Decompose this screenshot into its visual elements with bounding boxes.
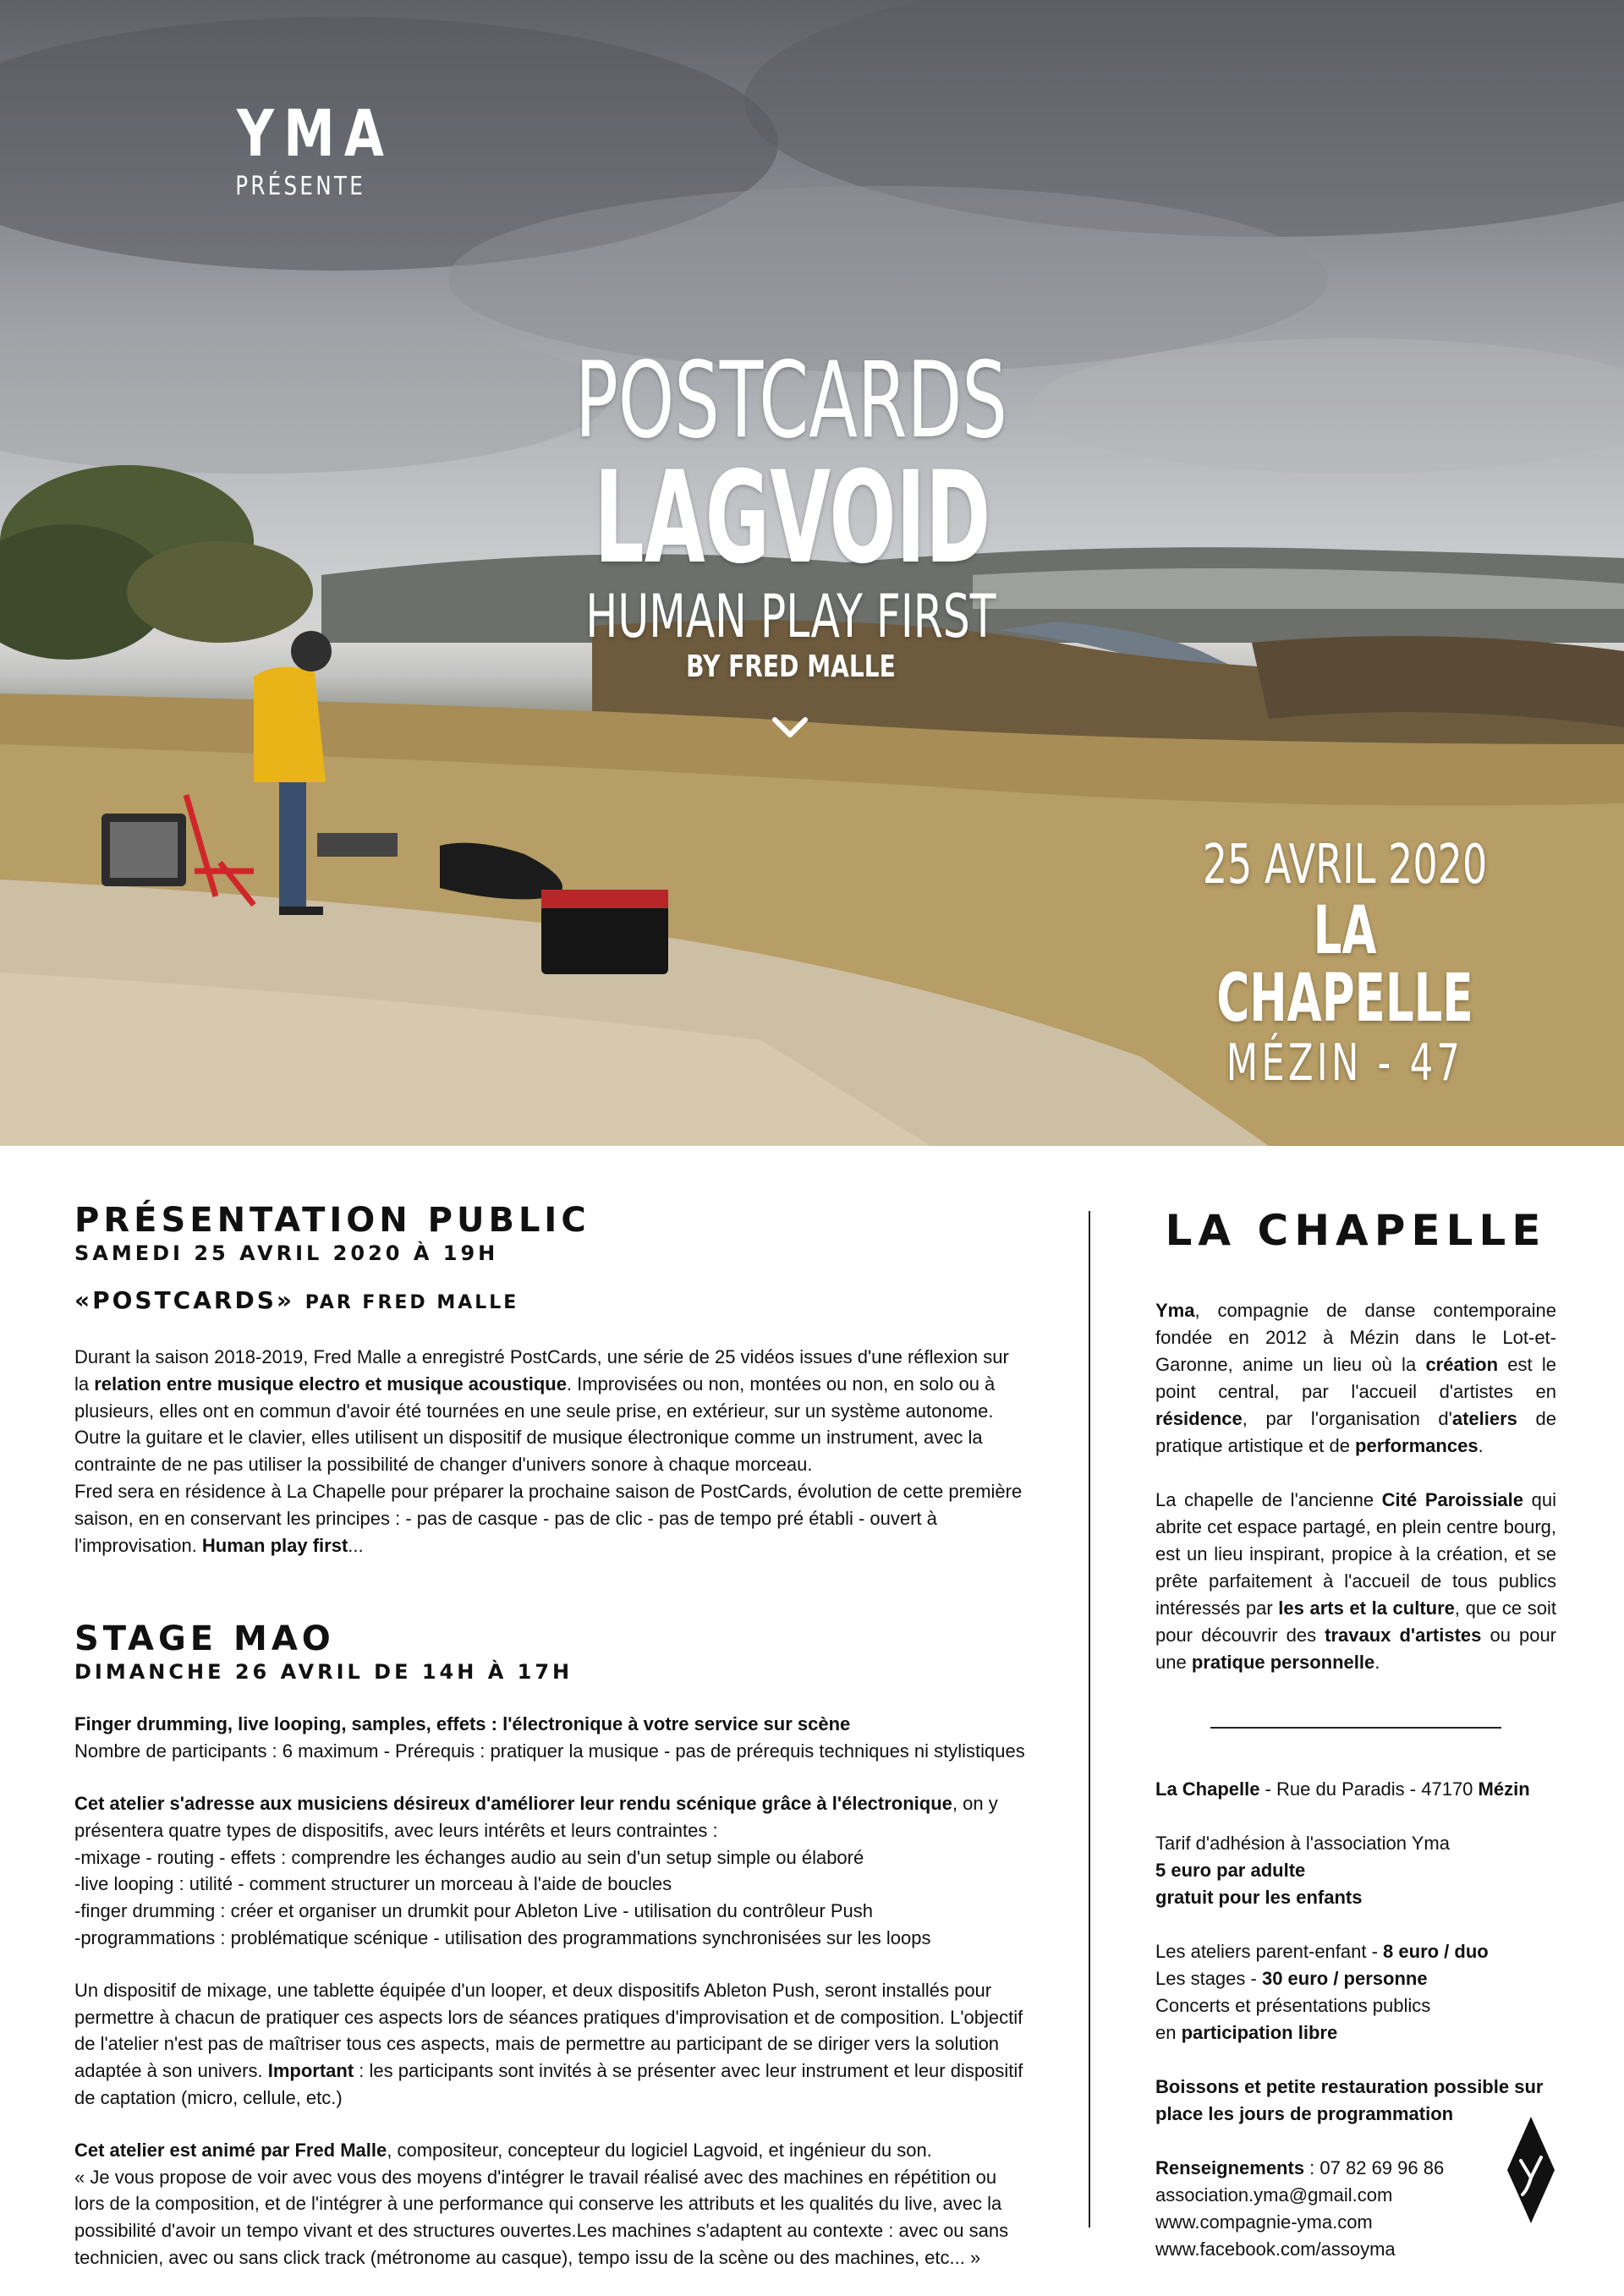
- text-run: , on y présentera quatre types de dispositifs, avec leurs intérêts et leurs contraintes :: [74, 1792, 998, 1841]
- pricing-info: [1155, 1938, 1556, 2047]
- text-run: qui abrite cet espace partagé, en plein centre bourg, est un lieu inspirant, propice à la création, et se prête parfaitement à l'accueil de tous publics intéressés par: [1155, 1489, 1556, 1619]
- text-bold: gratuit pour les enfants: [1155, 1887, 1363, 1908]
- text-bold: Mézin: [1478, 1778, 1530, 1800]
- text-bold: La Chapelle: [1155, 1778, 1260, 1800]
- text-run: ou pour une: [1155, 1625, 1557, 1673]
- text-bold: Renseignements: [1155, 2157, 1305, 2178]
- text-bold: travaux d'artistes: [1325, 1625, 1482, 1646]
- title-postcards: POSTCARDS: [575, 340, 1007, 462]
- text-run: en: [1155, 2022, 1182, 2043]
- text-run: Les stages -: [1155, 1968, 1262, 1989]
- text-bold: pratique personnelle: [1191, 1652, 1375, 1673]
- text-bold: Finger drumming, live looping, samples, effets : l'électronique à votre service sur scène: [74, 1713, 851, 1735]
- list-item: -live looping : utilité - comment structurer un morceau à l'aide de boucles: [74, 1873, 672, 1895]
- website-link[interactable]: www.compagnie-yma.com: [1155, 2211, 1373, 2233]
- text-run: . Improvisées ou non, montées ou non, en solo ou à plusieurs, elles ont en commun d'avoir été tournées en une seule prise, en extérieur, sur un système autonome. Outre la guitare et le clavier, elles utilisent un dispositif de musique électronique comme un instrument, avec la contrainte de ne pas utiliser la possibilité de changer d'univers sonore à chaque morceau.: [74, 1373, 996, 1476]
- facebook-link[interactable]: www.facebook.com/assoyma: [1155, 2238, 1396, 2260]
- text-run: Concerts et présentations publics: [1155, 1995, 1431, 2016]
- left-column: [74, 1201, 1027, 2271]
- stage-animator: [74, 2137, 1027, 2271]
- text-bold: 5 euro par adulte: [1155, 1860, 1306, 1881]
- text-run: , compagnie de danse contemporaine fondée en 2012 à Mézin dans le Lot-et-Garonne, anime un lieu où la: [1155, 1300, 1556, 1375]
- text-run: - Rue du Paradis - 47170: [1259, 1778, 1479, 1800]
- list-item: -mixage - routing - effets : comprendre les échanges audio au sein d'un setup simple ou élaboré: [74, 1846, 864, 1868]
- stage-heading: STAGE MAO: [74, 1619, 335, 1659]
- list-item: -finger drumming : créer et organiser un drumkit pour Ableton Live - utilisation du contrôleur Push: [74, 1900, 874, 1922]
- text-run: de pratique artistique et de: [1155, 1408, 1556, 1456]
- tarif-info: [1155, 1830, 1556, 1911]
- contact-info: [1155, 2155, 1556, 2263]
- text-run: .: [1478, 1435, 1484, 1456]
- text-run: , compositeur, concepteur du logiciel Lagvoid, et ingénieur du son.: [387, 2139, 932, 2161]
- presentation-work-title: [74, 1284, 1027, 1320]
- list-item: -programmations : problématique scénique - utilisation des programmations synchronisées sur les loops: [74, 1926, 931, 1948]
- text-bold: Boissons et petite restauration possible sur place les jours de programmation: [1155, 2076, 1544, 2124]
- presentation-date: SAMEDI 25 AVRIL 2020 À 19H: [74, 1241, 499, 1265]
- event-city: MÉZIN - 47: [1226, 1033, 1464, 1093]
- contact-phone[interactable]: : 07 82 69 96 86: [1304, 2157, 1445, 2178]
- hero-photo: [0, 0, 1624, 1146]
- text-bold: Yma: [1155, 1300, 1195, 1321]
- stage-date: DIMANCHE 26 AVRIL DE 14H À 17H: [74, 1660, 573, 1685]
- text-bold: performances: [1355, 1435, 1479, 1456]
- text-bold: 8 euro / duo: [1383, 1941, 1489, 1962]
- text-run: Tarif d'adhésion à l'association Yma: [1155, 1833, 1450, 1854]
- section-divider: [1210, 1727, 1501, 1729]
- work-author: PAR FRED MALLE: [304, 1292, 519, 1313]
- text-bold: Cet atelier est animé par Fred Malle: [74, 2139, 387, 2161]
- brand-presente: PRÉSENTE: [235, 172, 366, 201]
- text-bold: 30 euro / personne: [1261, 1968, 1428, 1989]
- text-run: , par l'organisation d': [1242, 1408, 1452, 1429]
- text-bold: Important: [267, 2060, 354, 2082]
- boissons-info: [1155, 2074, 1556, 2128]
- presentation-paragraph-2: [74, 1478, 1027, 1559]
- text-bold: résidence: [1155, 1408, 1243, 1429]
- contact-email-link[interactable]: association.yma@gmail.com: [1155, 2184, 1393, 2206]
- event-info: [1133, 833, 1556, 1093]
- stage-target: [74, 1790, 1027, 1952]
- chapelle-paragraph-2: [1155, 1487, 1556, 1676]
- text-bold: relation entre musique electro et musique acoustique: [94, 1373, 567, 1395]
- text-run: Les ateliers parent-enfant -: [1155, 1941, 1384, 1962]
- text-run: , que ce soit pour découvrir des: [1155, 1597, 1556, 1646]
- chapelle-paragraph-1: [1155, 1297, 1556, 1460]
- presentation-paragraph-1: [74, 1344, 1027, 1478]
- text-run: Un dispositif de mixage, une tablette équipée d'un looper, et deux dispositifs Ableton Push, seront installés pour permettre à chacun de pratiquer ces aspects lors de séances pratiques d'improvisation et de composition. L'objectif de l'atelier n'est pas de maîtriser tous ces aspects, mais de permettre au participant de se diriger vers la solution adaptée à son univers.: [74, 1979, 1023, 2082]
- text-bold: ateliers: [1451, 1408, 1517, 1429]
- right-column: [1155, 1201, 1556, 2263]
- stage-intro: [74, 1711, 1027, 1765]
- address: [1155, 1776, 1556, 1803]
- text-run: : les participants sont invités à se présenter avec leur instrument et leur dispositif de captation (micro, cellule, etc.): [74, 2060, 1023, 2108]
- show-title-block: [474, 340, 1108, 685]
- text-bold: Cet atelier s'adresse aux musiciens désireux d'améliorer leur rendu scénique grâce à l'électronique: [74, 1792, 952, 1814]
- event-venue: LA CHAPELLE: [1216, 893, 1473, 1037]
- text-run: .: [1374, 1652, 1380, 1673]
- yma-diamond-logo-icon: [1507, 2117, 1555, 2223]
- text-run: est le point central, par l'accueil d'artistes en: [1155, 1354, 1556, 1402]
- title-by-fred-malle: BY FRED MALLE: [686, 649, 896, 684]
- title-human-play-first: HUMAN PLAY FIRST: [585, 582, 996, 651]
- title-lagvoid: LAGVOID: [594, 445, 991, 592]
- text-run: Durant la saison 2018-2019, Fred Malle a enregistré PostCards, une série de 25 vidéos issues d'une réflexion sur la: [74, 1346, 1009, 1395]
- stage-setup: [74, 1977, 1027, 2112]
- text-bold: participation libre: [1181, 2022, 1338, 2043]
- event-date: 25 AVRIL 2020: [1202, 834, 1488, 896]
- text-bold: les arts et la culture: [1278, 1597, 1455, 1619]
- work-name: «POSTCARDS»: [74, 1286, 305, 1314]
- text-run: Fred sera en résidence à La Chapelle pour préparer la prochaine saison de PostCards, évolution de cette première saison, en en conservant les principes : - pas de casque - pas de clic - pas de tempo pré établi - ouvert à l'improvisation.: [74, 1480, 1023, 1556]
- yma-brand: [222, 96, 394, 201]
- text-bold: création: [1425, 1354, 1499, 1375]
- chevron-down-icon[interactable]: [771, 715, 809, 740]
- column-divider: [1089, 1211, 1090, 2228]
- brand-logo-text: YMA: [237, 96, 394, 171]
- text-run: La chapelle de l'ancienne: [1155, 1489, 1382, 1510]
- text-run: Nombre de participants : 6 maximum - Prérequis : pratiquer la musique - pas de prérequis techniques ni stylistiques: [74, 1740, 1025, 1762]
- animator-quote: « Je vous propose de voir avec vous des moyens d'intégrer le travail réalisé avec des machines en répétition ou lors de la composition, et de l'intégrer à une performance qui conserve les attributs et les qualités du live, avec la possibilité d'avoir un tempo vivant et des structures ouvertes.Les machines s'adaptent au contexte : avec ou sans technicien, avec ou sans click track (métronome au casque), tempo issu de la scène ou des machines, etc... »: [74, 2166, 1009, 2268]
- text-run: ...: [348, 1534, 364, 1556]
- presentation-heading: PRÉSENTATION PUBLIC: [74, 1201, 590, 1240]
- text-bold: Cité Paroissiale: [1381, 1489, 1524, 1510]
- chapelle-heading: LA CHAPELLE: [1165, 1206, 1547, 1255]
- text-bold: Human play first: [201, 1534, 348, 1556]
